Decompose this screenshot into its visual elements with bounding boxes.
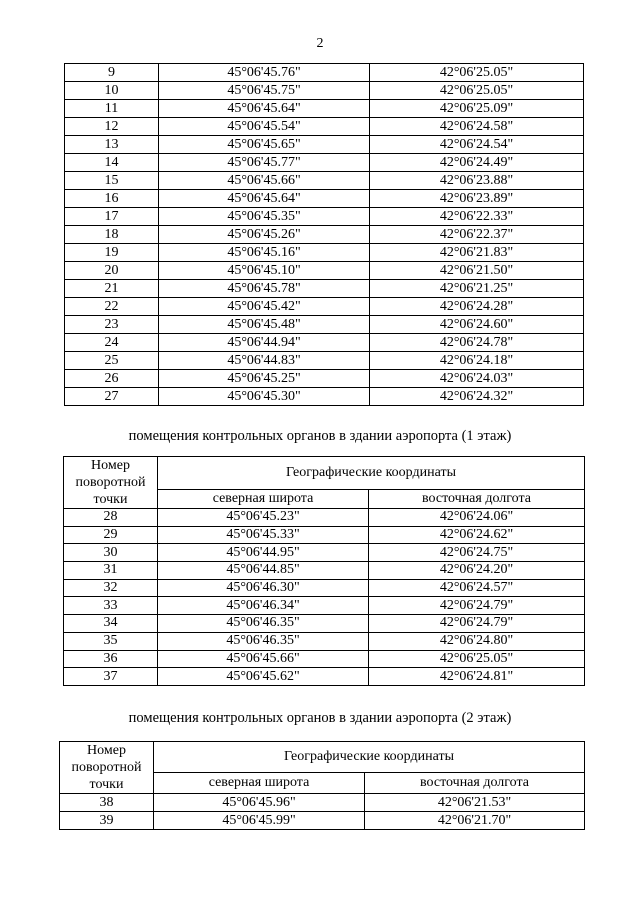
latitude-cell: 45°06'45.76" <box>159 64 370 82</box>
header-north-latitude: северная широта <box>158 489 369 508</box>
latitude-cell: 45°06'45.42" <box>159 298 370 316</box>
coordinates-table-floor-2 <box>59 741 585 830</box>
latitude-cell: 45°06'45.35" <box>159 208 370 226</box>
table-row <box>65 64 584 82</box>
latitude-cell: 45°06'45.30" <box>159 388 370 406</box>
longitude-cell: 42°06'21.53" <box>365 794 585 812</box>
table-row <box>64 526 585 544</box>
point-number-cell: 18 <box>65 226 159 244</box>
point-number-cell: 16 <box>65 190 159 208</box>
longitude-cell: 42°06'24.03" <box>370 370 584 388</box>
longitude-cell: 42°06'24.06" <box>369 509 585 527</box>
longitude-cell: 42°06'24.57" <box>369 579 585 597</box>
longitude-cell: 42°06'24.62" <box>369 526 585 544</box>
latitude-cell: 45°06'44.83" <box>159 352 370 370</box>
table-row <box>65 136 584 154</box>
latitude-cell: 45°06'45.65" <box>159 136 370 154</box>
table-row <box>60 794 585 812</box>
point-number-cell: 24 <box>65 334 159 352</box>
table-row <box>65 118 584 136</box>
longitude-cell: 42°06'24.80" <box>369 632 585 650</box>
latitude-cell: 45°06'45.10" <box>159 262 370 280</box>
point-number-cell: 39 <box>60 812 154 830</box>
latitude-cell: 45°06'44.85" <box>158 562 369 580</box>
table-row <box>65 172 584 190</box>
longitude-cell: 42°06'21.25" <box>370 280 584 298</box>
point-number-cell: 9 <box>65 64 159 82</box>
table-row <box>64 597 585 615</box>
point-number-cell: 34 <box>64 615 158 633</box>
table-row <box>64 562 585 580</box>
point-number-cell: 25 <box>65 352 159 370</box>
latitude-cell: 45°06'45.75" <box>159 82 370 100</box>
latitude-cell: 45°06'44.94" <box>159 334 370 352</box>
latitude-cell: 45°06'45.66" <box>158 650 369 668</box>
longitude-cell: 42°06'24.32" <box>370 388 584 406</box>
table-row <box>65 262 584 280</box>
point-number-cell: 10 <box>65 82 159 100</box>
longitude-cell: 42°06'21.50" <box>370 262 584 280</box>
longitude-cell: 42°06'24.79" <box>369 597 585 615</box>
table-row <box>60 812 585 830</box>
longitude-cell: 42°06'24.60" <box>370 316 584 334</box>
table-row <box>65 82 584 100</box>
point-number-cell: 15 <box>65 172 159 190</box>
point-number-cell: 17 <box>65 208 159 226</box>
table-row <box>65 280 584 298</box>
table-row <box>65 388 584 406</box>
longitude-cell: 42°06'25.05" <box>370 82 584 100</box>
latitude-cell: 45°06'46.35" <box>158 632 369 650</box>
latitude-cell: 45°06'45.26" <box>159 226 370 244</box>
latitude-cell: 45°06'45.62" <box>158 668 369 686</box>
point-number-cell: 19 <box>65 244 159 262</box>
point-number-cell: 21 <box>65 280 159 298</box>
latitude-cell: 45°06'46.35" <box>158 615 369 633</box>
table-row <box>65 298 584 316</box>
table-row <box>65 316 584 334</box>
point-number-cell: 27 <box>65 388 159 406</box>
longitude-cell: 42°06'24.18" <box>370 352 584 370</box>
section-caption-floor-1: помещения контрольных органов в здании аэропорта (1 этаж) <box>128 428 512 444</box>
table-row <box>64 509 585 527</box>
point-number-cell: 30 <box>64 544 158 562</box>
point-number-cell: 11 <box>65 100 159 118</box>
latitude-cell: 45°06'45.77" <box>159 154 370 172</box>
latitude-cell: 45°06'45.48" <box>159 316 370 334</box>
table-row <box>65 154 584 172</box>
table-row <box>65 370 584 388</box>
latitude-cell: 45°06'45.25" <box>159 370 370 388</box>
longitude-cell: 42°06'21.83" <box>370 244 584 262</box>
longitude-cell: 42°06'24.79" <box>369 615 585 633</box>
header-east-longitude: восточная долгота <box>365 773 585 794</box>
table-row <box>64 544 585 562</box>
latitude-cell: 45°06'45.99" <box>154 812 365 830</box>
latitude-cell: 45°06'45.66" <box>159 172 370 190</box>
longitude-cell: 42°06'24.58" <box>370 118 584 136</box>
longitude-cell: 42°06'22.33" <box>370 208 584 226</box>
longitude-cell: 42°06'24.28" <box>370 298 584 316</box>
longitude-cell: 42°06'23.89" <box>370 190 584 208</box>
longitude-cell: 42°06'23.88" <box>370 172 584 190</box>
table-row <box>65 244 584 262</box>
point-number-cell: 31 <box>64 562 158 580</box>
latitude-cell: 45°06'45.64" <box>159 190 370 208</box>
latitude-cell: 45°06'45.54" <box>159 118 370 136</box>
latitude-cell: 45°06'45.64" <box>159 100 370 118</box>
point-number-cell: 32 <box>64 579 158 597</box>
header-north-latitude: северная широта <box>154 773 365 794</box>
point-number-cell: 28 <box>64 509 158 527</box>
latitude-cell: 45°06'46.34" <box>158 597 369 615</box>
latitude-cell: 45°06'45.16" <box>159 244 370 262</box>
latitude-cell: 45°06'45.23" <box>158 509 369 527</box>
point-number-cell: 33 <box>64 597 158 615</box>
point-number-cell: 26 <box>65 370 159 388</box>
point-number-cell: 12 <box>65 118 159 136</box>
page-number: 2 <box>316 36 324 51</box>
longitude-cell: 42°06'25.05" <box>369 650 585 668</box>
point-number-cell: 13 <box>65 136 159 154</box>
point-number-cell: 20 <box>65 262 159 280</box>
point-number-cell: 36 <box>64 650 158 668</box>
longitude-cell: 42°06'24.81" <box>369 668 585 686</box>
point-number-cell: 22 <box>65 298 159 316</box>
table-row <box>64 615 585 633</box>
header-geo-coordinates: Географические координаты <box>158 457 585 490</box>
table-row <box>65 334 584 352</box>
longitude-cell: 42°06'24.54" <box>370 136 584 154</box>
latitude-cell: 45°06'45.96" <box>154 794 365 812</box>
table-row <box>65 190 584 208</box>
point-number-cell: 37 <box>64 668 158 686</box>
latitude-cell: 45°06'44.95" <box>158 544 369 562</box>
latitude-cell: 45°06'45.33" <box>158 526 369 544</box>
latitude-cell: 45°06'46.30" <box>158 579 369 597</box>
table-row <box>64 650 585 668</box>
coordinates-table-floor-1 <box>63 456 585 686</box>
point-number-cell: 29 <box>64 526 158 544</box>
table-row <box>65 208 584 226</box>
longitude-cell: 42°06'22.37" <box>370 226 584 244</box>
longitude-cell: 42°06'24.49" <box>370 154 584 172</box>
table-row <box>65 226 584 244</box>
table-row <box>65 352 584 370</box>
point-number-cell: 35 <box>64 632 158 650</box>
table-row <box>64 668 585 686</box>
header-east-longitude: восточная долгота <box>369 489 585 508</box>
latitude-cell: 45°06'45.78" <box>159 280 370 298</box>
longitude-cell: 42°06'24.20" <box>369 562 585 580</box>
point-number-cell: 38 <box>60 794 154 812</box>
header-point-number: Номер поворотной точки <box>64 457 158 509</box>
longitude-cell: 42°06'25.09" <box>370 100 584 118</box>
table-row <box>65 100 584 118</box>
point-number-cell: 14 <box>65 154 159 172</box>
header-geo-coordinates: Географические координаты <box>154 742 585 773</box>
header-point-number: Номер поворотной точки <box>60 742 154 794</box>
longitude-cell: 42°06'21.70" <box>365 812 585 830</box>
point-number-cell: 23 <box>65 316 159 334</box>
table-row <box>64 579 585 597</box>
longitude-cell: 42°06'24.78" <box>370 334 584 352</box>
coordinates-table-1 <box>64 63 584 406</box>
table-row <box>64 632 585 650</box>
section-caption-floor-2: помещения контрольных органов в здании аэропорта (2 этаж) <box>128 710 512 726</box>
longitude-cell: 42°06'25.05" <box>370 64 584 82</box>
longitude-cell: 42°06'24.75" <box>369 544 585 562</box>
